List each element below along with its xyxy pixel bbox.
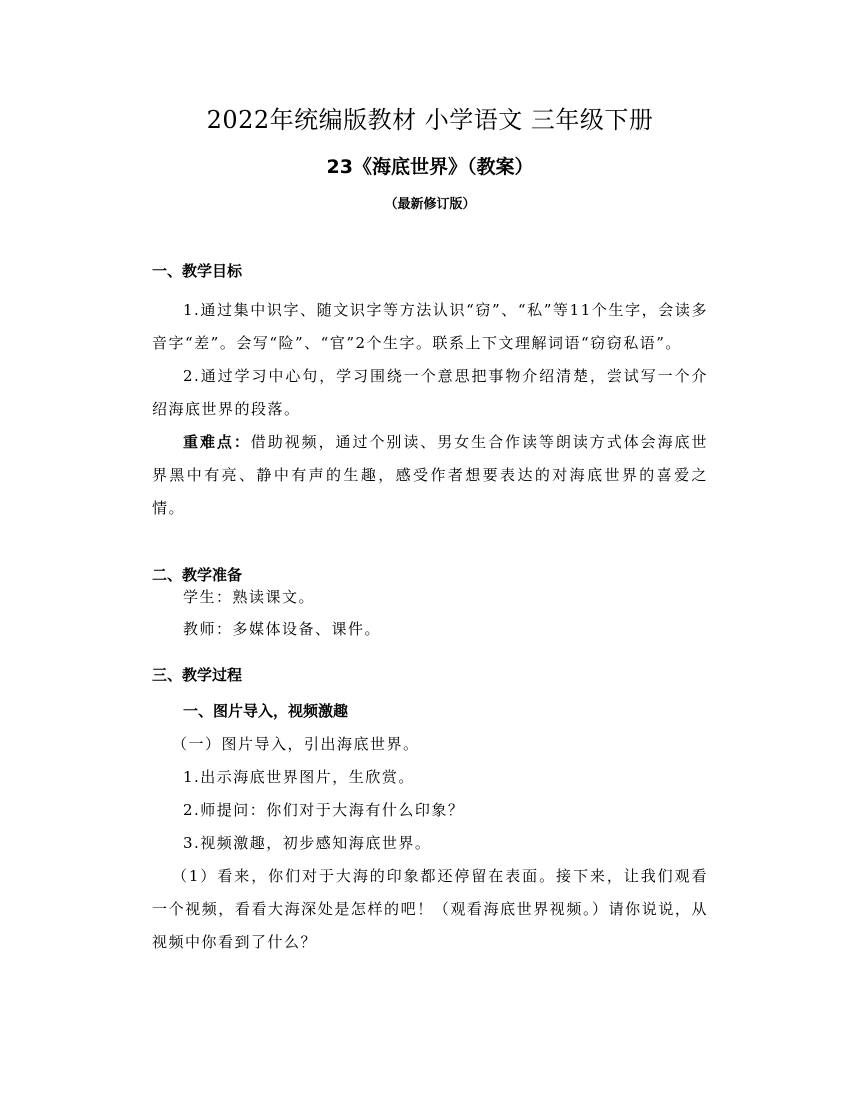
section-heading-process: 三、教学过程 (152, 666, 243, 684)
step-1-heading: 一、图片导入，视频激趣 (183, 702, 349, 720)
process-item-4: （1）看来，你们对于大海的印象都还停留在表面。接下来，让我们观看一个视频，看看大海深处是怎样的吧！（观看海底世界视频。）请你说说，从视频中你看到了什么？ (152, 867, 708, 951)
section-heading-goals: 一、教学目标 (152, 262, 243, 280)
lesson-title: 23《海底世界》（教案） (326, 156, 534, 178)
process-item-2: 2.师提问：你们对于大海有什么印象？ (183, 801, 465, 819)
process-item-1: 1.出示海底世界图片，生欣赏。 (183, 768, 415, 786)
goal-key-points (152, 426, 708, 525)
process-item-3: 3.视频激趣，初步感知海底世界。 (183, 834, 432, 852)
goal-item-1: 1.通过集中识字、随文识字等方法认识“窃”、“私”等11个生字，会读多音字“差”。会写“险”、“官”2个生字。联系上下文理解词语“窃窃私语”。 (152, 301, 708, 352)
section-process (152, 664, 708, 959)
section-goals (152, 260, 708, 525)
edition-label: （最新修订版） (384, 197, 476, 212)
key-points-label: 重难点： (183, 433, 251, 451)
prep-teacher: 教师：多媒体设备、课件。 (183, 620, 382, 638)
section-heading-preparation: 二、教学准备 (152, 566, 243, 584)
key-points-text: 借助视频，通过个别读、男女生合作读等朗读方式体会海底世界黑中有亮、静中有声的生趣，感受作者想要表达的对海底世界的喜爱之情。 (152, 433, 708, 517)
section-preparation (152, 564, 708, 646)
document-title: 2022年统编版教材 小学语文 三年级下册 (206, 106, 654, 134)
process-sub-1: （一）图片导入，引出海底世界。 (172, 735, 420, 753)
goal-item-2: 2.通过学习中心句，学习围绕一个意思把事物介绍清楚，尝试写一个介绍海底世界的段落。 (152, 367, 708, 418)
prep-students: 学生：熟读课文。 (183, 588, 316, 606)
